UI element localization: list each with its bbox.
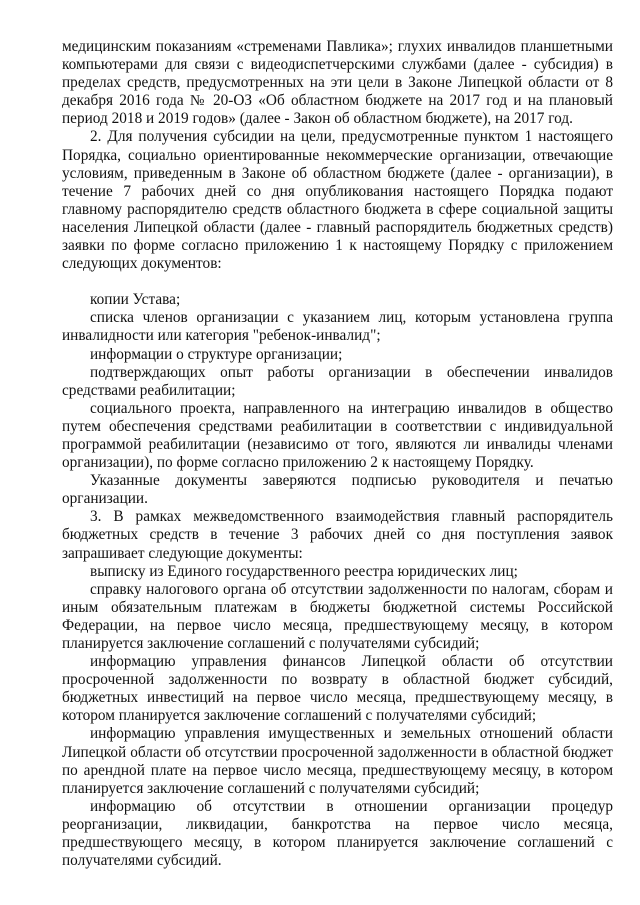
list-item-finance-info: информацию управления финансов Липецкой области об отсутствии просроченной задолженности по возврату в областной бюджет субсидий, бюджетных инвестиций на первое число месяца, предшествующему месяцу, в котором планируется заключение соглашений с получателями субсидий; bbox=[62, 653, 613, 725]
list-item-registry-extract: выписку из Единого государственного реестра юридических лиц; bbox=[90, 562, 518, 580]
list-item-structure: информации о структуре организации; bbox=[90, 345, 343, 363]
list-item-property-info: информацию управления имущественных и земельных отношений области Липецкой области об отсутствии просроченной задолженности в областной бюджет по арендной плате на первое число месяца, предшествующему месяцу, в котором планируется заключение соглашений с получателями субсидий; bbox=[62, 725, 613, 797]
list-item-experience: подтверждающих опыт работы организации в обеспечении инвалидов средствами реабилитации; bbox=[62, 363, 613, 399]
list-item-project: социального проекта, направленного на интеграцию инвалидов в общество путем обеспечения средствами реабилитации в соответствии с индивидуальной программой реабилитации (независимо от того, являются ли инвалиды членами организации), по форме согласно приложению 2 к настоящему Порядку. bbox=[62, 399, 613, 472]
paragraph-item-3: 3. В рамках межведомственного взаимодействия главный распорядитель бюджетных средств в течение 3 рабочих дней со дня поступления заявок запрашивает следующие документы: bbox=[62, 508, 613, 562]
list-item-charter: копии Устава; bbox=[90, 291, 181, 309]
document-page bbox=[62, 38, 613, 870]
paragraph-continuation: медицинским показаниям «стременами Павлика»; глухих инвалидов планшетными компьютерами для связи с видеодиспетчерскими службами (далее - субсидия) в пределах средств, предусмотренных на эти цели в Законе Липецкой области от 8 декабря 2016 года № 20-ОЗ «Об областном бюджете на 2017 год и на плановый период 2018 и 2019 годов» (далее - Закон об областном бюджете), на 2017 год. bbox=[62, 38, 613, 128]
paragraph-item-2: 2. Для получения субсидии на цели, предусмотренные пунктом 1 настоящего Порядка, социально ориентированные некоммерческие организации, отвечающие условиям, приведенным в Законе об областном бюджете (далее - организации), в течение 7 рабочих дней со дня опубликования настоящего Порядка подают главному распорядителю средств областного бюджета в сфере социальной защиты населения Липецкой области (далее - главный распорядитель бюджетных средств) заявки по форме согласно приложению 1 к настоящему Порядку с приложением следующих документов: bbox=[62, 128, 613, 273]
list-item-reorganization-info: информацию об отсутствии в отношении организации процедур реорганизации, ликвидации, банкротства на первое число месяца, предшествующего месяцу, в котором планируется заключение соглашений с получателями субсидий. bbox=[62, 797, 613, 870]
list-item-tax-certificate: справку налогового органа об отсутствии задолженности по налогам, сборам и иным обязательным платежам в бюджеты бюджетной системы Российской Федерации, на первое число месяца, предшествующему месяцу, в котором планируется заключение соглашений с получателями субсидий; bbox=[62, 580, 613, 652]
list-item-members: списка членов организации с указанием лиц, которым установлена группа инвалидности или категория "ребенок-инвалид"; bbox=[62, 309, 613, 345]
paragraph-certification: Указанные документы заверяются подписью руководителя и печатью организации. bbox=[62, 472, 613, 508]
